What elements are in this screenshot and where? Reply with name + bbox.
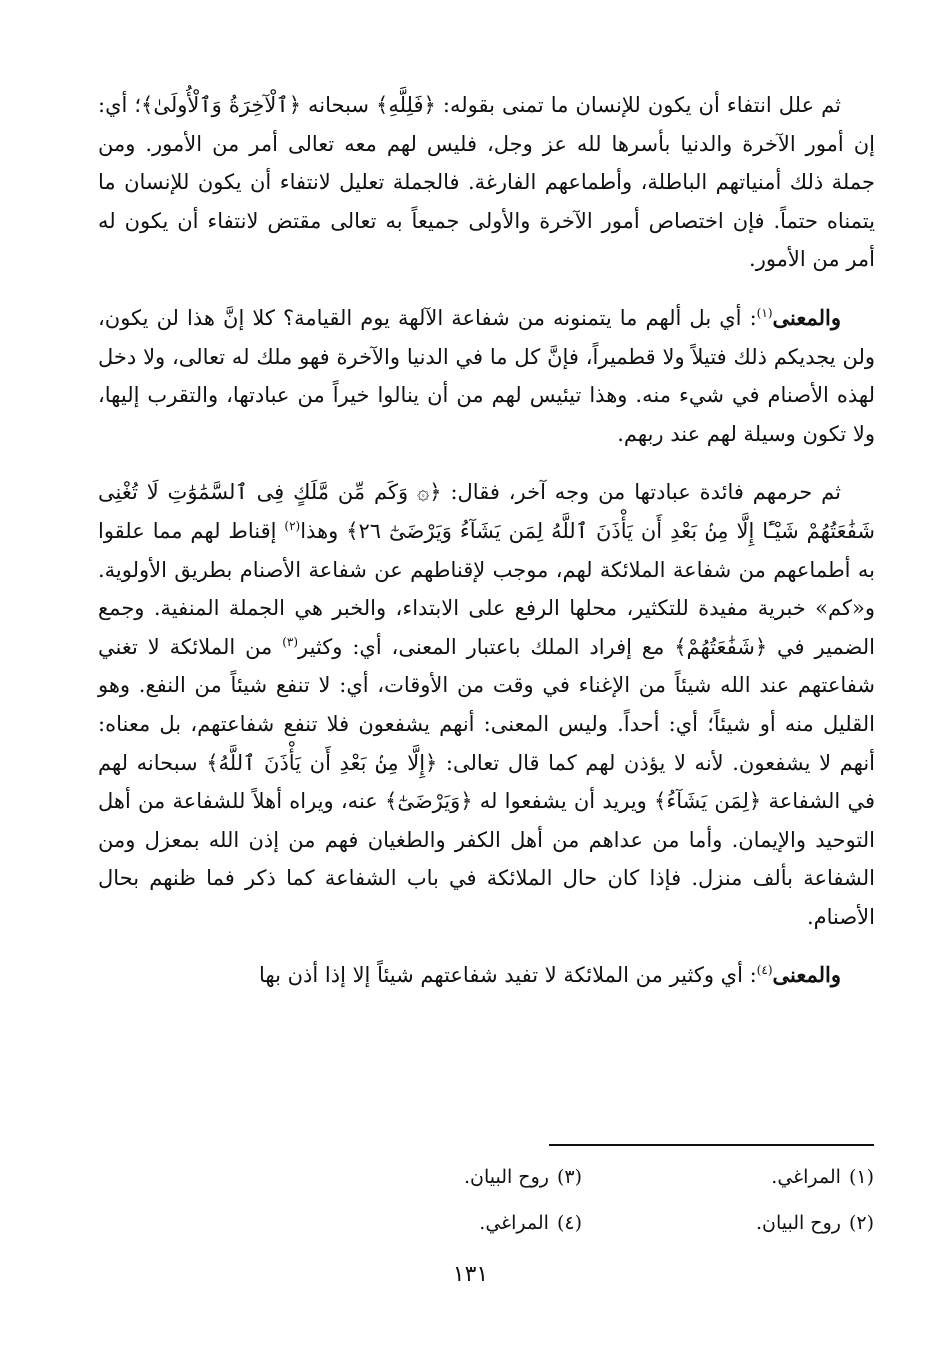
footnote-number: (٣) [556, 1166, 582, 1188]
footnote-number: (٤) [556, 1212, 582, 1234]
footnote-item [290, 1162, 582, 1192]
paragraph-text: : أي بل ألهم ما يتمنونه من شفاعة الآلهة يوم القيامة؟ كلا إنَّ هذا لن يكون، ولن يجديكم ذلك فتيلاً ولا قطميراً، فإنَّ كل ما في الدنيا والآخرة فهو ملك له تعالى، ولا دخل لهذه الأصنام في شيء منه. وهذا تيئيس لهم من أن ينالوا خيراً من عبادتها، والتقرب إليها، ولا تكون وسيلة لهم عند ربهم. [98, 305, 875, 446]
footnote-text: روح البيان. [463, 1166, 549, 1188]
footnote-text: المراغي. [771, 1166, 841, 1188]
footnote-item [290, 1208, 582, 1238]
footnotes [290, 1162, 874, 1238]
paragraph-text: من الملائكة لا تغني شفاعتهم عند الله شيئاً من الإغناء في وقت من الأوقات، أي: لا تنفع شيئاً من النفع. وهو القليل منه أو شيئاً؛ أي: أحداً. وليس المعنى: أنهم يشفعون فلا تنفع شفاعتهم، بل معناه: أنهم لا يشفعون. لأنه لا يؤذن لهم كما قال تعالى: ﴿إِلَّا مِنۢ بَعْدِ أَن يَأْذَنَ ٱللَّهُ﴾ سبحانه لهم في الشفاعة ﴿لِمَن يَشَآءُ﴾ ويريد أن يشفعوا له ﴿وَيَرْضَىٰٓ﴾ عنه، ويراه أهلاً للشفاعة من أهل التوحيد والإيمان. وأما من عداهم من أهل الكفر والطغيان فهم من إذن الله بمعزل ومن الشفاعة بألف منزل. فإذا كان حال الملائكة في باب الشفاعة كما ذكر فما ظنهم بحال الأصنام. [98, 634, 875, 929]
paragraph-text: : أي وكثير من الملائكة لا تفيد شفاعتهم شيئاً إلا إذا أذن بها [259, 963, 757, 988]
main-text [98, 86, 875, 995]
footnote-text: روح البيان. [755, 1212, 841, 1234]
footnote-ref-3[interactable]: (٣) [282, 634, 299, 649]
paragraph-text: إقناط لهم مما علقوا به أطماعهم من شفاعة الملائكة لهم، موجب لإقناطهم عن شفاعة الأصنام بطريق الأولوية. و«كم» خبرية مفيدة للتكثير، محلها الرفع على الابتداء، والخبر هي الجملة المنفية. وجمع الضمير في ﴿شَفَٰعَتُهُمْ﴾ مع إفراد الملك باعتبار المعنى، أي: وكثير [98, 518, 875, 659]
paragraph-3 [98, 473, 875, 936]
footnote-ref-2[interactable]: (٢) [284, 518, 301, 533]
paragraph-lead: والمعنى [772, 304, 841, 330]
footnote-divider [549, 1144, 874, 1146]
footnote-number: (٢) [848, 1212, 874, 1234]
paragraph-4 [98, 956, 875, 995]
page-number: ١٣١ [452, 1262, 489, 1287]
paragraph-1 [98, 86, 875, 279]
footnote-item [582, 1162, 874, 1192]
footnote-item [582, 1208, 874, 1238]
paragraph-lead: والمعنى [772, 962, 841, 988]
paragraph-text: ثم علل انتفاء أن يكون للإنسان ما تمنى بقوله: ﴿فَلِلَّهِ﴾ سبحانه ﴿ٱلْآخِرَةُ وَٱلْأُولَىٰ﴾؛ أي: إن أمور الآخرة والدنيا بأسرها لله عز وجل، فليس لهم معه تعالى أمر من الأمور. ومن جملة ذلك أمنياتهم الباطلة، وأطماعهم الفارغة. فالجملة تعليل لانتفاء أن يكون للإنسان ما يتمناه حتماً. فإن اختصاص أمور الآخرة والأولى جميعاً به تعالى مقتض لانتفاء أن يكون له أمر من الأمور. [98, 93, 875, 272]
paragraph-text: ثم حرمهم فائدة عبادتها من وجه آخر، فقال: ﴿۞ وَكَم مِّن مَّلَكٍ فِى ٱلسَّمَٰوَٰتِ لَا تُغْنِى شَفَٰعَتُهُمْ شَيْـًٔا إِلَّا مِنۢ بَعْدِ أَن يَأْذَنَ ٱللَّهُ لِمَن يَشَآءُ وَيَرْضَىٰٓ ٢٦﴾ وهذا [98, 480, 875, 543]
footnote-ref-4[interactable]: (٤) [756, 963, 773, 978]
footnote-text: المراغي. [479, 1212, 549, 1234]
paragraph-2 [98, 299, 875, 453]
footnote-ref-1[interactable]: (١) [756, 305, 773, 320]
footnote-number: (١) [848, 1166, 874, 1188]
